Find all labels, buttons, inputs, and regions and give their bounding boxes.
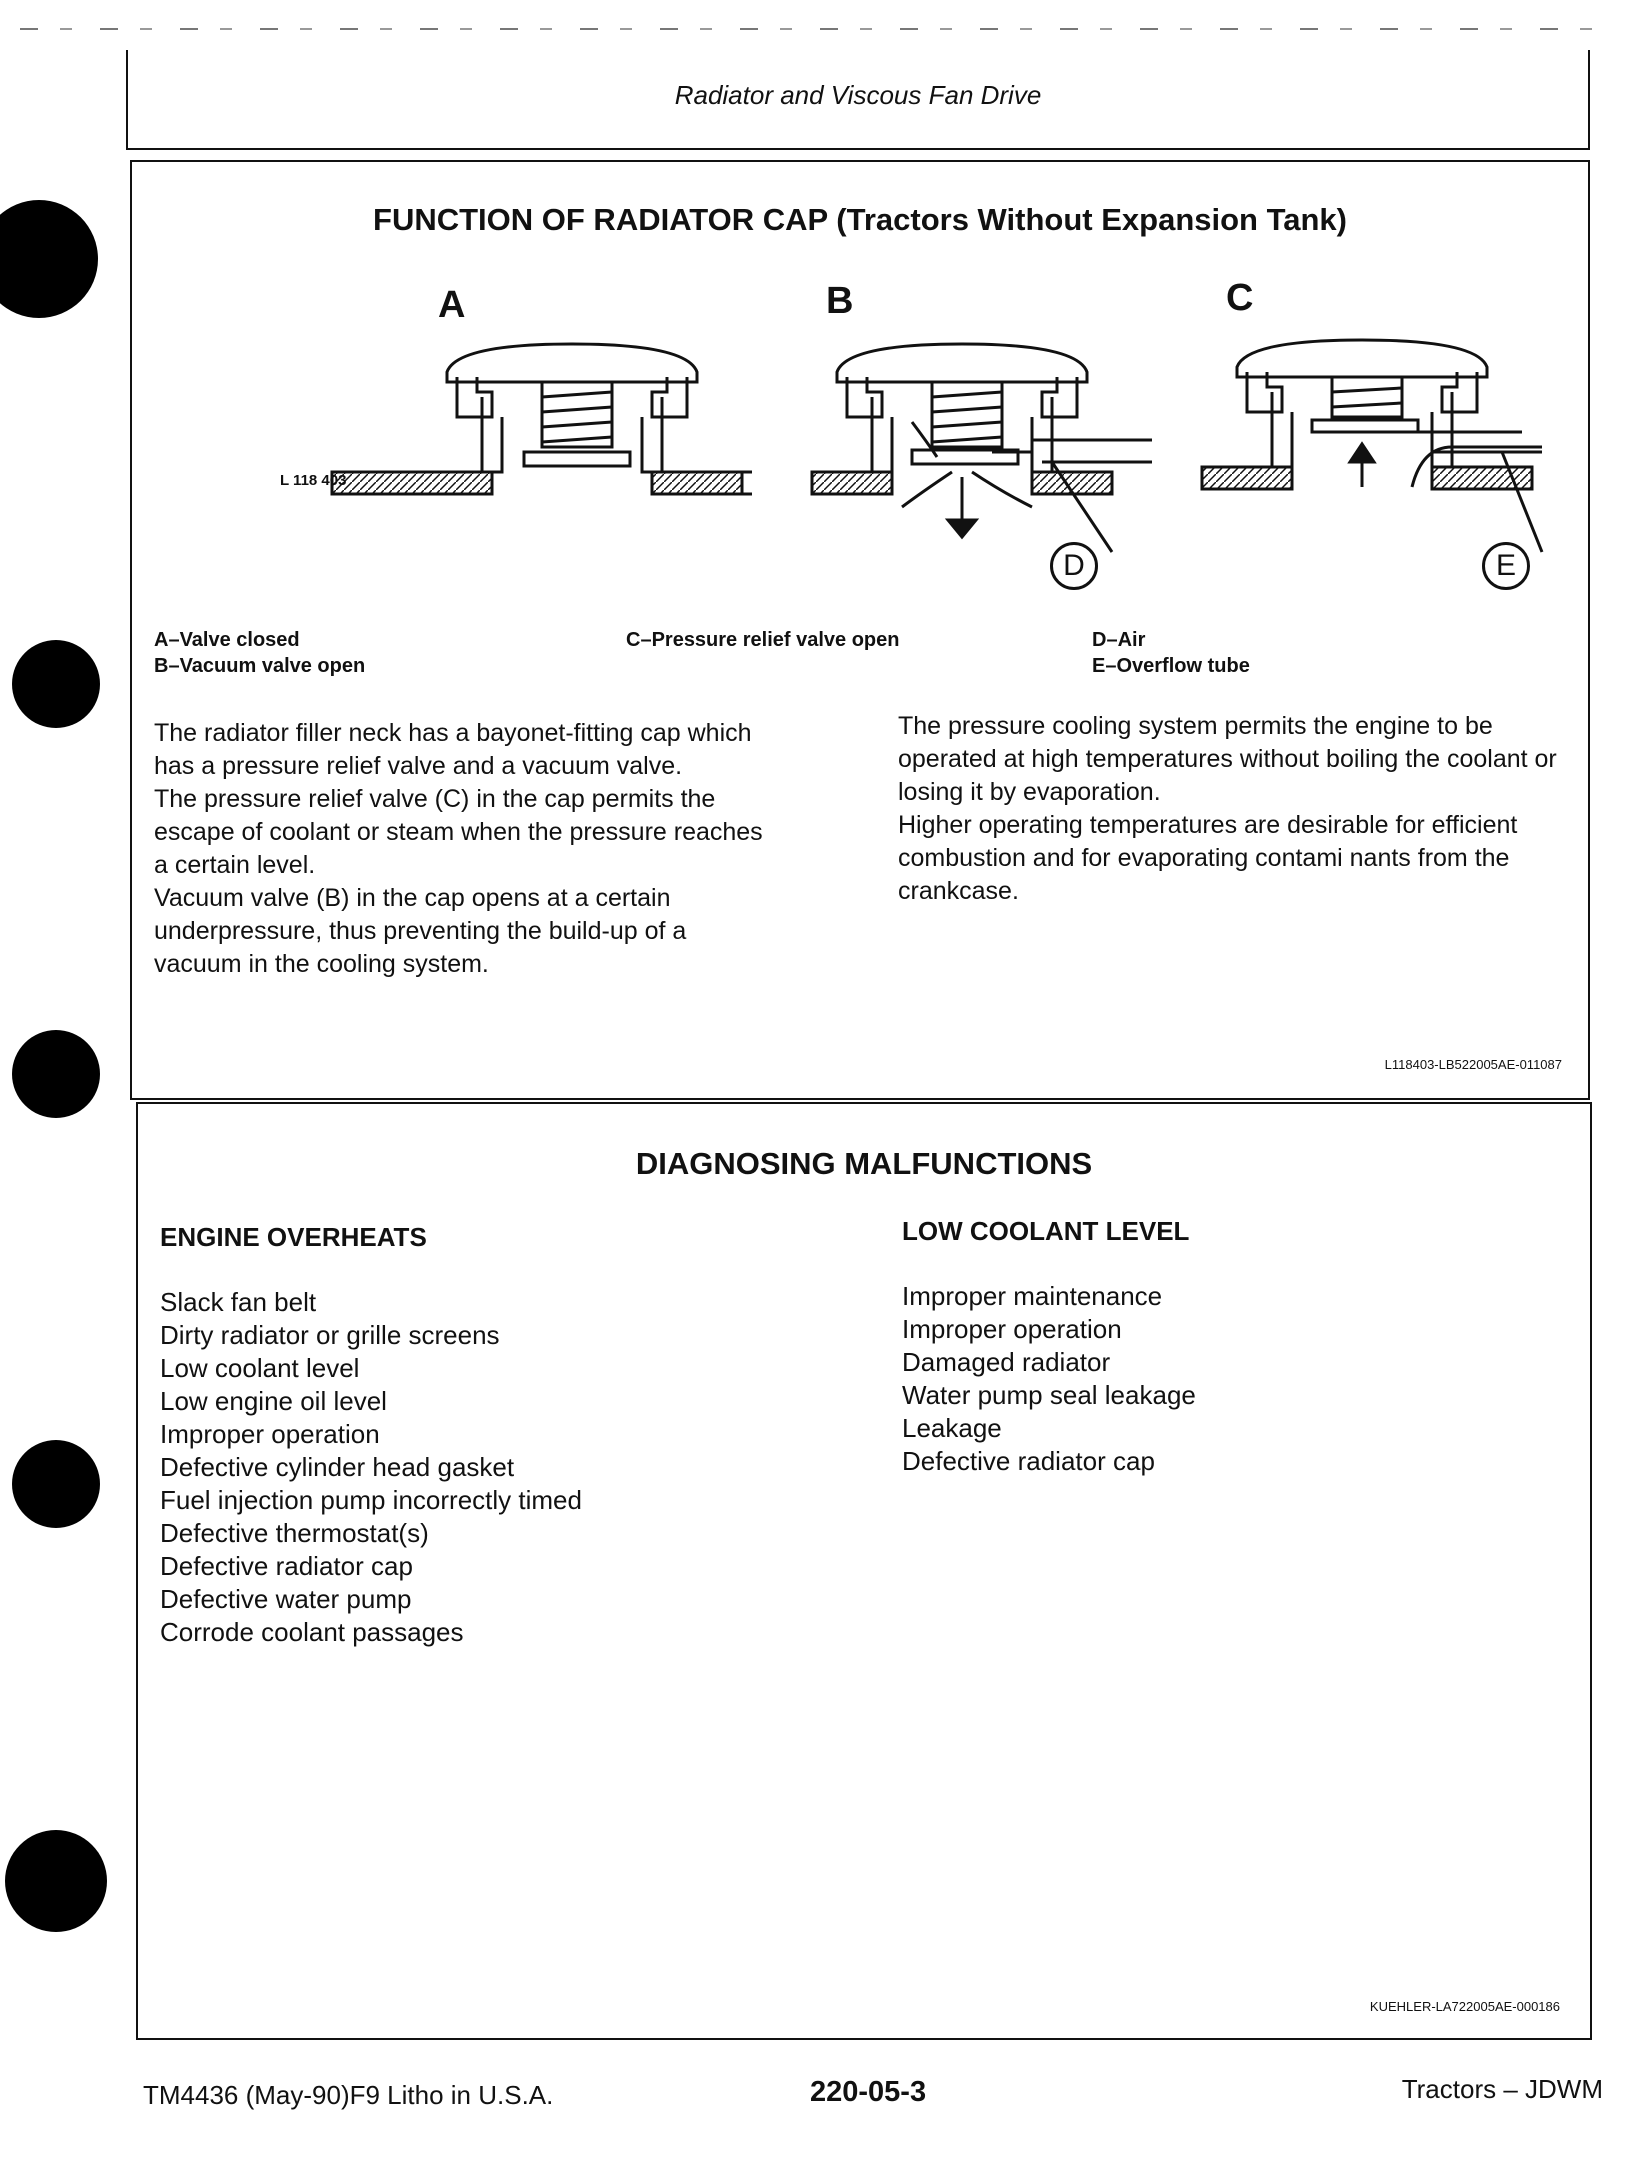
cap-a-drawing <box>332 344 752 494</box>
list-item: Improper operation <box>902 1314 1122 1344</box>
header-box <box>126 50 1590 150</box>
list-item: Low engine oil level <box>160 1386 387 1416</box>
paragraph: The radiator filler neck has a bayonet-fitting cap which has a pressure relief valve and a vacuum valve. <box>154 719 752 780</box>
document-reference: L118403-LB522005AE-011087 <box>1384 1057 1562 1072</box>
engine-overheats-list <box>160 1286 582 1649</box>
figure-label-a: A <box>438 284 466 326</box>
footer-page-number: 220-05-3 <box>810 2076 927 2108</box>
paragraph: Vacuum valve (B) in the cap opens at a certain underpressure, thus preventing the build-up of a vacuum in the cooling system. <box>154 884 687 978</box>
engine-overheats-heading: ENGINE OVERHEATS <box>160 1222 427 1252</box>
low-coolant-list <box>902 1280 1196 1478</box>
legend-item: B–Vacuum valve open <box>154 655 366 677</box>
footer-publication: TM4436 (May-90)F9 Litho in U.S.A. <box>143 2080 554 2110</box>
cap-b-drawing <box>812 344 1152 552</box>
binder-hole-half <box>0 200 98 318</box>
paragraph: The pressure cooling system permits the engine to be operated at high temperatures without boiling the coolant or losing it by evaporation. <box>898 712 1557 806</box>
low-coolant-heading: LOW COOLANT LEVEL <box>902 1216 1190 1246</box>
list-item: Corrode coolant passages <box>160 1617 464 1647</box>
cap-c-drawing <box>1202 340 1542 552</box>
paragraph: The pressure relief valve (C) in the cap permits the escape of coolant or steam when the pressure reaches a certain level. <box>154 785 763 879</box>
list-item: Defective water pump <box>160 1584 412 1614</box>
figure-image-number: L 118 403 <box>280 472 347 489</box>
list-item: Slack fan belt <box>160 1287 317 1317</box>
legend-item: E–Overflow tube <box>1092 655 1250 677</box>
list-item: Improper maintenance <box>902 1281 1163 1311</box>
radiator-cap-diagram <box>272 322 1572 582</box>
callout-circle-e: E <box>1482 542 1530 590</box>
legend-item: D–Air <box>1092 629 1146 651</box>
list-item: Defective radiator cap <box>160 1551 413 1581</box>
footer-product: Tractors – JDWM <box>1401 2074 1603 2104</box>
figure-label-c: C <box>1226 277 1254 319</box>
list-item: Defective radiator cap <box>902 1446 1155 1476</box>
list-item: Defective cylinder head gasket <box>160 1452 515 1482</box>
legend-col-3 <box>1092 627 1250 679</box>
legend-col-2 <box>626 627 899 653</box>
list-item: Water pump seal leakage <box>902 1380 1196 1410</box>
legend-item: C–Pressure relief valve open <box>626 629 900 651</box>
list-item: Improper operation <box>160 1419 380 1449</box>
list-item: Dirty radiator or grille screens <box>160 1320 500 1350</box>
section-title: Radiator and Viscous Fan Drive <box>674 80 1042 110</box>
list-item: Damaged radiator <box>902 1347 1111 1377</box>
figure-label-b: B <box>826 280 854 322</box>
section-heading: FUNCTION OF RADIATOR CAP (Tractors Without Expansion Tank) <box>373 202 1347 237</box>
section-heading: DIAGNOSING MALFUNCTIONS <box>635 1146 1093 1181</box>
list-item: Defective thermostat(s) <box>160 1518 429 1548</box>
list-item: Low coolant level <box>160 1353 360 1383</box>
left-body-text <box>154 717 774 981</box>
radiator-cap-section <box>130 160 1590 1100</box>
binder-hole <box>5 1830 107 1932</box>
list-item: Leakage <box>902 1413 1002 1443</box>
list-item: Fuel injection pump incorrectly timed <box>160 1485 582 1515</box>
legend-item: A–Valve closed <box>154 629 300 651</box>
legend-col-1 <box>154 627 365 679</box>
binder-hole <box>12 640 100 728</box>
document-reference: KUEHLER-LA722005AE-000186 <box>1369 1999 1560 2014</box>
diagnosing-section <box>136 1102 1592 2040</box>
binder-hole <box>12 1030 100 1118</box>
callout-circle-d: D <box>1050 542 1098 590</box>
paragraph: Higher operating temperatures are desirable for efficient combustion and for evaporating contami nants from the crankcase. <box>898 811 1518 905</box>
binder-hole <box>12 1440 100 1528</box>
right-body-text <box>898 710 1558 908</box>
scan-edge-line <box>20 28 1620 30</box>
